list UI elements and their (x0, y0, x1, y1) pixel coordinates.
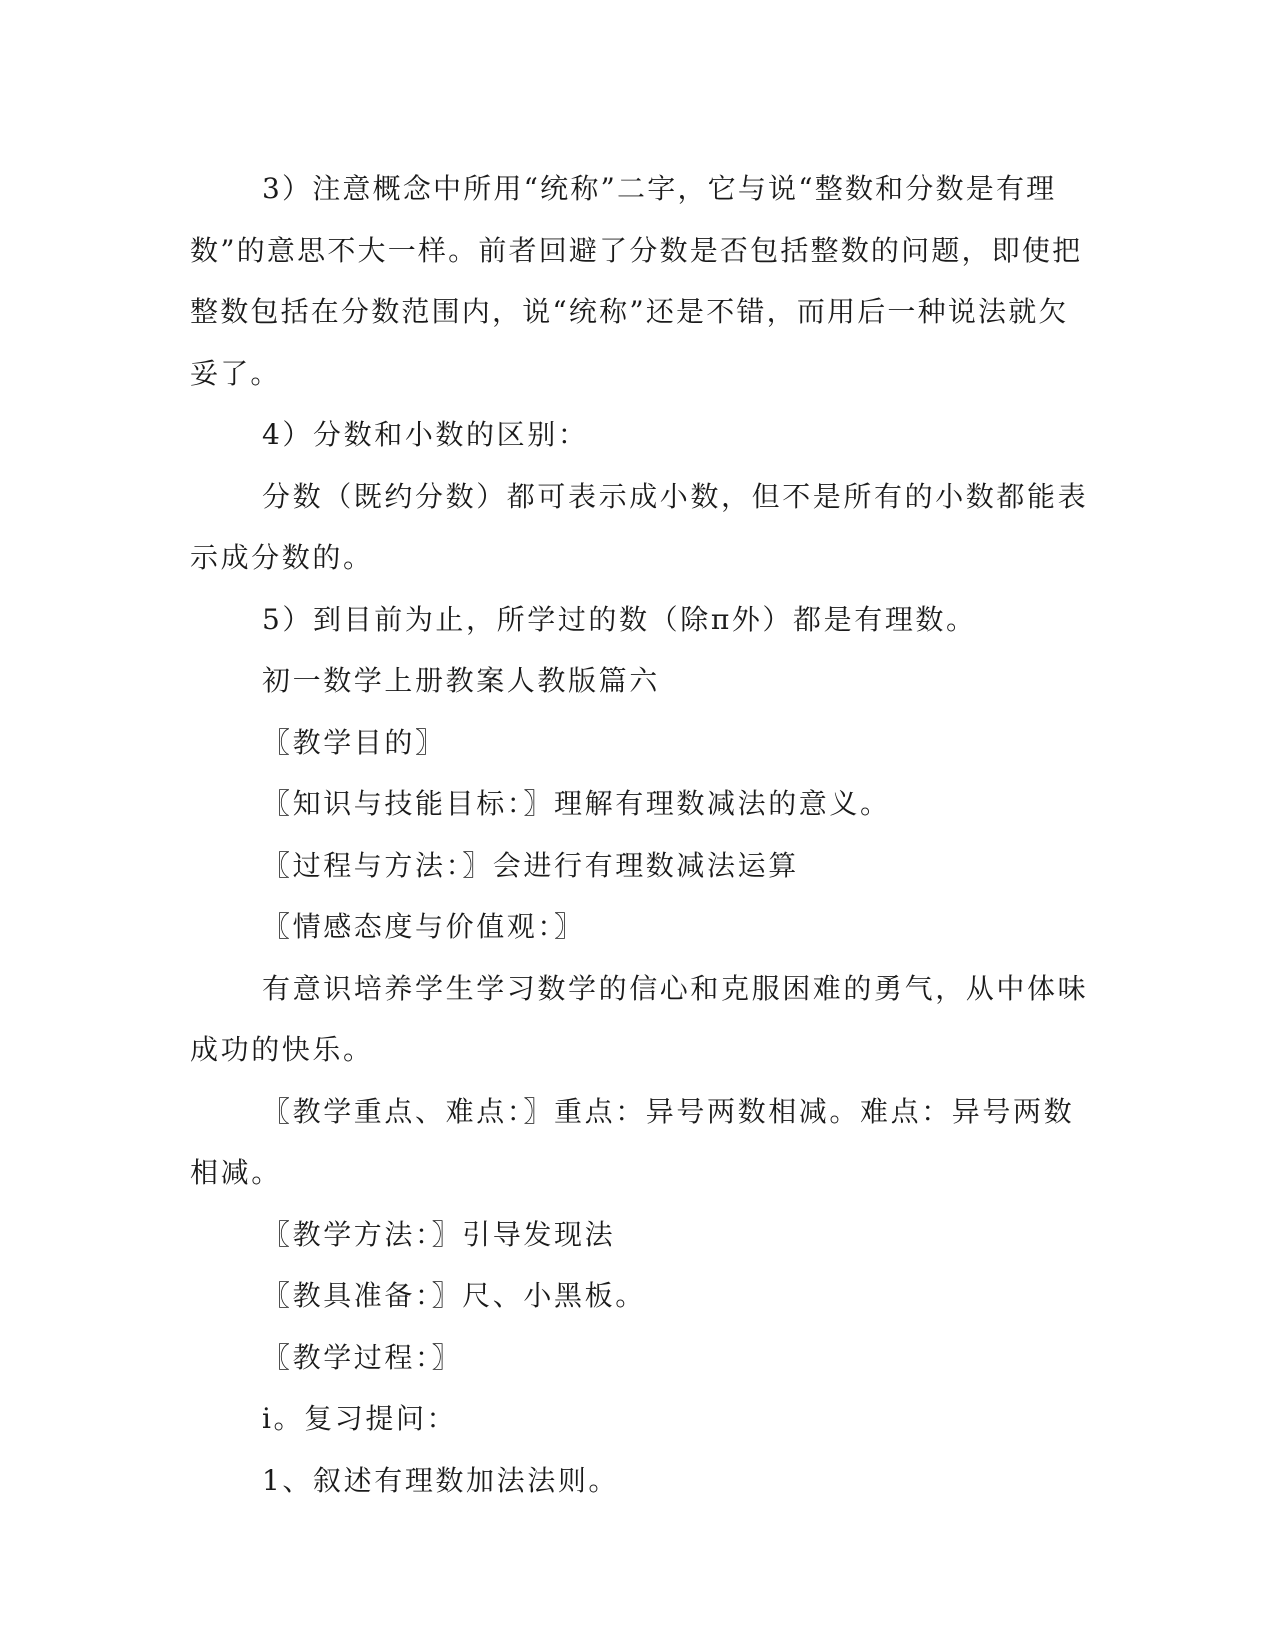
paragraph-concept-note: 3）注意概念中所用“统称”二字，它与说“整数和分数是有理数”的意思不大一样。前者回避了分数是否包括整数的问题，即使把整数包括在分数范围内，说“统称”还是不错，而用后一种说法就欠妥了。 (190, 172, 1083, 390)
paragraph-fraction-decimal-body: 分数（既约分数）都可表示成小数，但不是所有的小数都能表示成分数的。 (190, 479, 1089, 574)
knowledge-skill-goal: 〖知识与技能目标：〗理解有理数减法的意义。 (262, 787, 891, 820)
emotion-attitude-goal-body: 有意识培养学生学习数学的信心和克服困难的勇气，从中体味成功的快乐。 (190, 971, 1089, 1066)
key-difficult-points: 〖教学重点、难点：〗重点：异号两数相减。难点：异号两数相减。 (190, 1094, 1075, 1189)
emotion-attitude-goal-heading: 〖情感态度与价值观：〗 (262, 910, 585, 943)
paragraph-fraction-decimal-heading: 4）分数和小数的区别： (262, 418, 589, 451)
document-body (190, 158, 1090, 1511)
review-question-1: 1、叙述有理数加法法则。 (262, 1463, 620, 1497)
teaching-purpose-heading: 〖教学目的〗 (262, 725, 446, 759)
paragraph-rational-numbers: 5）到目前为止，所学过的数（除π外）都是有理数。 (262, 602, 977, 636)
review-questions-heading: ⅰ。复习提问： (262, 1402, 458, 1435)
teaching-aids: 〖教具准备：〗尺、小黑板。 (262, 1279, 646, 1312)
section-title: 初一数学上册教案人教版篇六 (262, 664, 660, 697)
process-method-goal: 〖过程与方法：〗会进行有理数减法运算 (262, 848, 799, 882)
teaching-method: 〖教学方法：〗引导发现法 (262, 1217, 616, 1251)
teaching-process-heading: 〖教学过程：〗 (262, 1340, 463, 1374)
